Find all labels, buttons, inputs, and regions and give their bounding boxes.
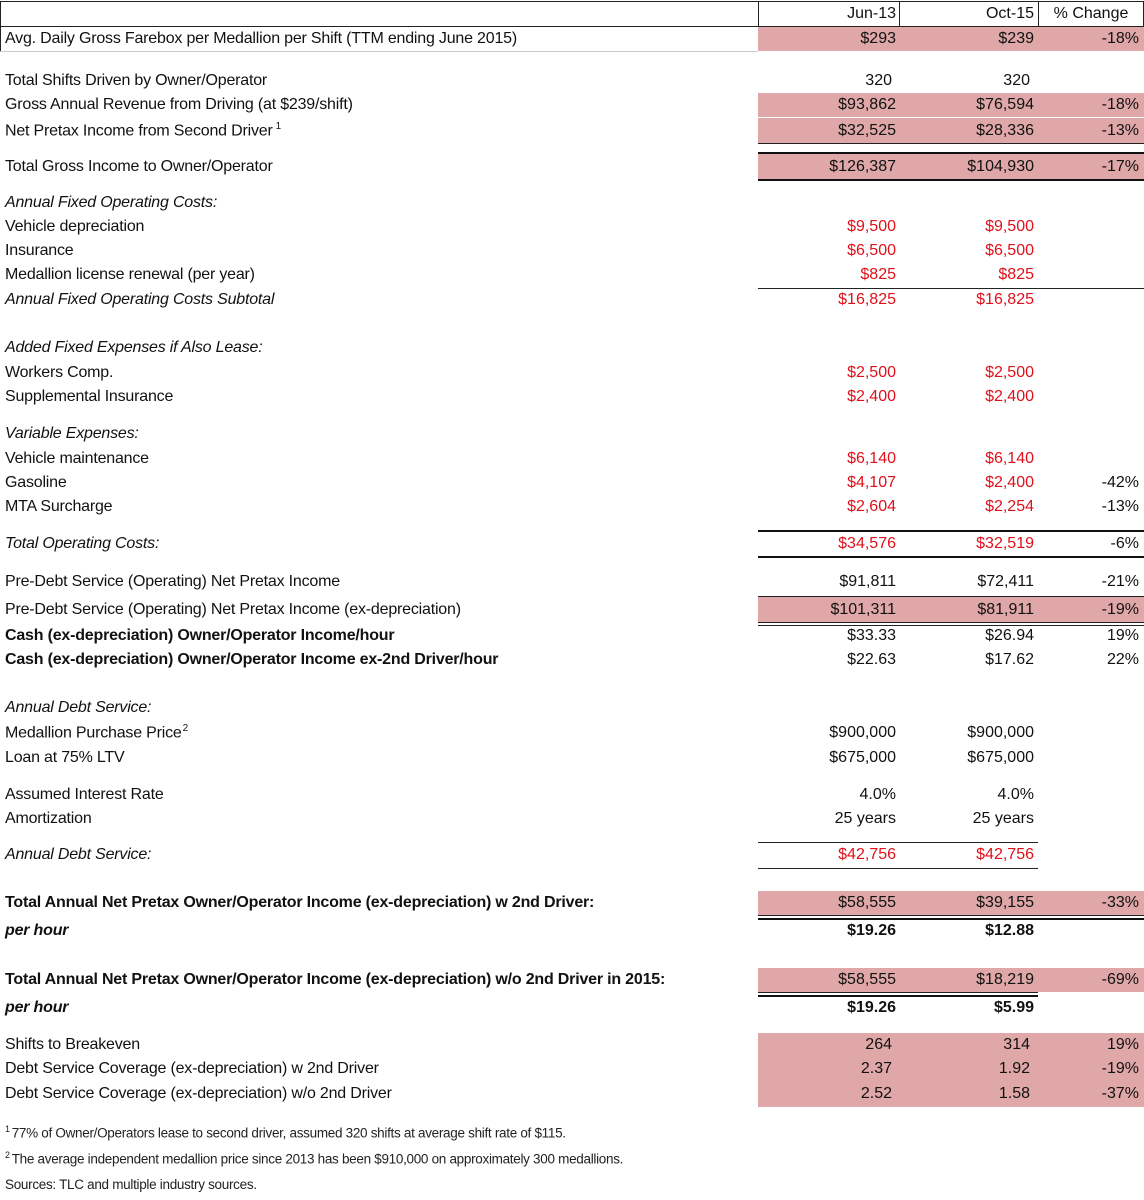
- row-workers-comp: [0, 361, 1144, 385]
- cell-oct15: 25 years: [972, 810, 1034, 827]
- cell-jun13: $19.26: [847, 922, 896, 939]
- cell-jun13: $58,555: [758, 968, 900, 992]
- row-loan: [0, 746, 1144, 770]
- cell-oct15: $72,411: [977, 573, 1034, 590]
- cell-jun13: $900,000: [829, 724, 896, 741]
- row-mta-surcharge: [0, 495, 1144, 519]
- cell-oct15: $18,219: [900, 968, 1038, 992]
- cell-change: -42%: [1101, 474, 1139, 491]
- cell-change: -17%: [1038, 154, 1144, 179]
- cell-oct15: $42,756: [976, 846, 1034, 863]
- cell-oct15: $6,140: [985, 450, 1034, 467]
- cell-jun13: 2.37: [758, 1057, 900, 1081]
- row-label: per hour: [5, 999, 69, 1016]
- cell-change: -33%: [1038, 891, 1144, 915]
- row-interest-rate: [0, 783, 1144, 807]
- cell-oct15: $81,911: [900, 597, 1038, 622]
- row-label: Insurance: [5, 242, 74, 259]
- border: [758, 556, 1144, 558]
- row-debt-header: [0, 696, 1144, 720]
- row-label: Total Gross Income to Owner/Operator: [5, 157, 273, 175]
- cell-change: -69%: [1038, 968, 1144, 992]
- row-label: per hour: [5, 922, 69, 939]
- row-label: Cash (ex-depreciation) Owner/Operator Income ex-2nd Driver/hour: [5, 651, 499, 668]
- cell-jun13: $2,604: [847, 498, 896, 515]
- cell-oct15: 1.92: [900, 1057, 1038, 1081]
- cell-change: 22%: [1106, 651, 1139, 668]
- cell-oct15: $2,400: [985, 388, 1034, 405]
- cell-change: 19%: [1038, 1033, 1144, 1057]
- row-label: Annual Debt Service:: [5, 846, 152, 863]
- cell-jun13: $32,525: [758, 118, 900, 143]
- border: [758, 179, 1144, 181]
- cell-jun13: $9,500: [847, 218, 896, 235]
- row-vehicle-depreciation: [0, 215, 1144, 239]
- cell-oct15: $6,500: [985, 242, 1034, 259]
- cell-oct15: $39,155: [900, 891, 1038, 915]
- cell-oct15: $239: [900, 27, 1038, 51]
- cell-oct15: $2,500: [985, 364, 1034, 381]
- row-fixed-header: [0, 191, 1144, 215]
- row-label: Supplemental Insurance: [5, 388, 174, 405]
- row-label: MTA Surcharge: [5, 498, 113, 515]
- cell-oct15: $9,500: [985, 218, 1034, 235]
- cell-change: 19%: [1106, 627, 1139, 644]
- section-heading: Added Fixed Expenses if Also Lease:: [5, 339, 263, 356]
- section-heading: Variable Expenses:: [5, 425, 139, 442]
- footnote-2: $^2$ The average independent medallion price since 2013 has been $910,000 on approximately 300 medallions.: [5, 1150, 624, 1167]
- cell-oct15: $104,930: [900, 154, 1038, 179]
- row-label: Shifts to Breakeven: [5, 1036, 140, 1053]
- cell-jun13: $22.63: [847, 651, 896, 668]
- cell-jun13: $2,500: [847, 364, 896, 381]
- row-label: Net Pretax Income from Second Driver $^1$: [5, 120, 281, 140]
- header-change: % Change: [1053, 5, 1129, 22]
- cell-jun13: $16,825: [838, 291, 896, 308]
- border: [758, 868, 1038, 869]
- row-total-gross: [0, 154, 1144, 179]
- cell-change: -13%: [1038, 118, 1144, 143]
- row-gross-annual: [0, 93, 1144, 117]
- cell-jun13: $2,400: [847, 388, 896, 405]
- row-pre-debt-income-exdep: [0, 597, 1144, 622]
- cell-oct15: $26.94: [985, 627, 1034, 644]
- row-per-hour-w2nd: [0, 919, 1144, 943]
- cell-jun13: $58,555: [758, 891, 900, 915]
- cell-oct15: $900,000: [967, 724, 1034, 741]
- cell-change: -19%: [1038, 597, 1144, 622]
- footnote-marker: 2: [182, 723, 188, 735]
- row-lease-header: [0, 336, 1144, 360]
- footnote-1: $^1$ 77% of Owner/Operators lease to second driver, assumed 320 shifts at average shift rate of $115.: [5, 1124, 566, 1141]
- cell-oct15: $12.88: [985, 922, 1034, 939]
- cell-change: -18%: [1038, 93, 1144, 117]
- cell-jun13: $101,311: [758, 597, 900, 622]
- cell-jun13: $4,107: [847, 474, 896, 491]
- row-supplemental-insurance: [0, 385, 1144, 409]
- row-dsc-w2nd: [0, 1057, 1144, 1081]
- cell-oct15: $2,400: [985, 474, 1034, 491]
- header-row: [0, 2, 1144, 26]
- row-label: Avg. Daily Gross Farebox per Medallion per Shift (TTM ending June 2015): [5, 30, 517, 47]
- cell-jun13: $6,500: [847, 242, 896, 259]
- row-total-net-w2nd: [0, 891, 1144, 915]
- row-label: Assumed Interest Rate: [5, 786, 164, 803]
- footnote-marker: 1: [275, 120, 281, 132]
- row-label: Loan at 75% LTV: [5, 749, 125, 766]
- row-label: Debt Service Coverage (ex-depreciation) w/o 2nd Driver: [5, 1085, 392, 1102]
- row-label: Amortization: [5, 810, 92, 827]
- cell-change: -13%: [1101, 498, 1139, 515]
- cell-oct15: 320: [1003, 72, 1030, 89]
- cell-jun13: $19.26: [847, 999, 896, 1016]
- row-shifts-breakeven: [0, 1033, 1144, 1057]
- cell-oct15: $675,000: [967, 749, 1034, 766]
- cell-oct15: $825: [998, 266, 1034, 283]
- cell-jun13: $93,862: [758, 93, 900, 117]
- cell-jun13: $675,000: [829, 749, 896, 766]
- row-gasoline: [0, 471, 1144, 495]
- row-insurance: [0, 239, 1144, 263]
- cell-oct15: $5.99: [993, 999, 1034, 1016]
- border: [758, 992, 1038, 993]
- cell-oct15: $32,519: [976, 535, 1034, 552]
- row-label: Total Annual Net Pretax Owner/Operator Income (ex-depreciation) w 2nd Driver:: [5, 894, 595, 911]
- cell-oct15: $17.62: [985, 651, 1034, 668]
- row-pre-debt-income: [0, 570, 1144, 594]
- row-label: Gross Annual Revenue from Driving (at $239/shift): [5, 96, 353, 113]
- row-vehicle-maintenance: [0, 447, 1144, 471]
- cell-change: -21%: [1101, 573, 1139, 590]
- sources-note: Sources: TLC and multiple industry sources.: [5, 1177, 257, 1192]
- cell-change: -19%: [1038, 1057, 1144, 1081]
- cell-oct15: $76,594: [900, 93, 1038, 117]
- row-total-net-wo2nd: [0, 968, 1144, 992]
- row-label: Vehicle maintenance: [5, 450, 149, 467]
- cell-jun13: $34,576: [838, 535, 896, 552]
- row-per-hour-wo2nd: [0, 996, 1144, 1020]
- cell-oct15: 314: [900, 1033, 1038, 1057]
- row-label: Pre-Debt Service (Operating) Net Pretax Income: [5, 573, 340, 590]
- section-heading: Annual Fixed Operating Costs:: [5, 194, 218, 211]
- row-annual-debt-service: [0, 843, 1144, 867]
- cell-jun13: $825: [860, 266, 896, 283]
- row-net-second-driver: [0, 118, 1144, 143]
- row-total-shifts: [0, 69, 1144, 93]
- farebox-bottom-border: [0, 51, 758, 52]
- row-total-operating: [0, 532, 1144, 556]
- cell-jun13: 4.0%: [859, 786, 896, 803]
- row-label: Debt Service Coverage (ex-depreciation) w 2nd Driver: [5, 1060, 379, 1077]
- row-label: Medallion license renewal (per year): [5, 266, 255, 283]
- row-label: Total Annual Net Pretax Owner/Operator Income (ex-depreciation) w/o 2nd Driver in 2015:: [5, 971, 666, 988]
- border: [758, 915, 1144, 916]
- cell-jun13: $6,140: [847, 450, 896, 467]
- cell-change: -18%: [1038, 27, 1144, 51]
- row-cash-per-hour: [0, 624, 1144, 648]
- row-fixed-subtotal: [0, 288, 1144, 312]
- row-label: Total Operating Costs:: [5, 535, 160, 552]
- row-label: Pre-Debt Service (Operating) Net Pretax Income (ex-depreciation): [5, 600, 461, 618]
- row-label: Cash (ex-depreciation) Owner/Operator Income/hour: [5, 627, 395, 644]
- row-variable-header: [0, 422, 1144, 446]
- row-medallion-renewal: [0, 263, 1144, 287]
- row-label: Total Shifts Driven by Owner/Operator: [5, 72, 268, 89]
- row-medallion-price: [0, 721, 1144, 745]
- border: [758, 143, 1144, 144]
- cell-jun13: $33.33: [847, 627, 896, 644]
- row-label: Gasoline: [5, 474, 67, 491]
- row-label: Medallion Purchase Price$^2$: [5, 723, 188, 742]
- cell-oct15: 1.58: [900, 1081, 1038, 1107]
- row-label: Annual Fixed Operating Costs Subtotal: [5, 291, 275, 308]
- cell-jun13: 320: [865, 72, 892, 89]
- header-jun13: Jun-13: [847, 5, 896, 22]
- row-label: Workers Comp.: [5, 364, 114, 381]
- cell-jun13: $293: [758, 27, 900, 51]
- cell-jun13: 25 years: [834, 810, 896, 827]
- cell-oct15: $2,254: [985, 498, 1034, 515]
- row-label: Vehicle depreciation: [5, 218, 145, 235]
- section-heading: Annual Debt Service:: [5, 699, 152, 716]
- cell-oct15: $28,336: [900, 118, 1038, 143]
- row-dsc-wo2nd: [0, 1081, 1144, 1107]
- cell-change: -6%: [1110, 535, 1139, 552]
- cell-jun13: $42,756: [838, 846, 896, 863]
- cell-jun13: 264: [758, 1033, 900, 1057]
- row-amortization: [0, 807, 1144, 831]
- cell-change: -37%: [1038, 1081, 1144, 1107]
- cell-jun13: $91,811: [839, 573, 896, 590]
- border: [758, 622, 1144, 623]
- cell-oct15: 4.0%: [997, 786, 1034, 803]
- row-cash-per-hour-ex2nd: [0, 648, 1144, 672]
- cell-jun13: $126,387: [758, 154, 900, 179]
- left-border: [0, 1, 1, 51]
- header-oct15: Oct-15: [985, 5, 1034, 22]
- row-farebox: [0, 27, 1144, 51]
- cell-oct15: $16,825: [976, 291, 1034, 308]
- cell-jun13: 2.52: [758, 1081, 900, 1107]
